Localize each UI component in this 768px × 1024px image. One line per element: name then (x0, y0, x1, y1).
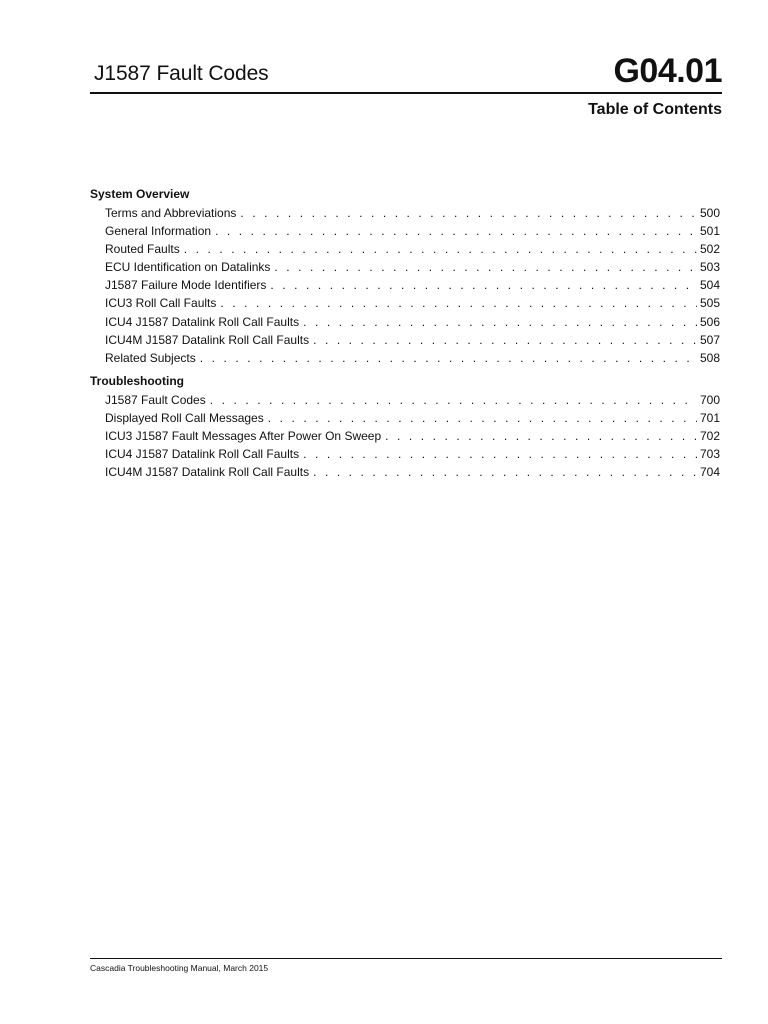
toc-entry[interactable] (90, 463, 722, 481)
entry-page-number: 701 (699, 410, 720, 425)
entry-label: Routed Faults (105, 242, 180, 257)
entry-page-number: 703 (699, 447, 720, 462)
entry-label: Terms and Abbreviations (105, 206, 237, 220)
entry-page-number: 504 (699, 278, 720, 293)
header-rule (90, 92, 722, 94)
toc-heading: Table of Contents (588, 101, 722, 118)
entry-label: ICU3 J1587 Fault Messages After Power On Sweep (105, 429, 382, 444)
entry-label: J1587 Fault Codes (105, 392, 206, 407)
entry-label: J1587 Failure Mode Identifiers (105, 278, 267, 293)
toc-entry[interactable] (90, 313, 722, 331)
toc-entry[interactable] (90, 409, 722, 427)
toc-entry[interactable] (90, 427, 722, 445)
table-of-contents (90, 186, 722, 487)
entry-page-number: 505 (699, 296, 720, 311)
toc-entry[interactable] (90, 349, 722, 367)
entry-label: ECU Identification on Datalinks (105, 260, 271, 275)
section-heading: System Overview (90, 187, 190, 201)
entry-label: ICU3 Roll Call Faults (105, 296, 217, 311)
toc-section-system-overview (90, 186, 722, 367)
toc-entry[interactable] (90, 391, 722, 409)
dot-leader (385, 427, 697, 445)
entry-page-number: 502 (699, 242, 720, 257)
entry-page-number: 704 (699, 465, 720, 480)
dot-leader (313, 331, 697, 349)
entry-label: ICU4 J1587 Datalink Roll Call Faults (105, 447, 300, 462)
dot-leader (268, 409, 697, 427)
entry-page-number: 501 (699, 224, 720, 239)
toc-entry[interactable] (90, 240, 722, 258)
dot-leader (184, 240, 697, 258)
dot-leader (270, 276, 697, 294)
dot-leader (313, 463, 697, 481)
entry-label: General Information (105, 224, 212, 239)
dot-leader (220, 294, 697, 312)
dot-leader (210, 391, 697, 409)
toc-entry[interactable] (90, 294, 722, 312)
dot-leader (274, 258, 697, 276)
toc-entry[interactable] (90, 445, 722, 463)
entry-label: Related Subjects (105, 350, 196, 365)
entry-label: Displayed Roll Call Messages (105, 410, 264, 425)
document-title: J1587 Fault Codes (94, 62, 269, 85)
toc-entry[interactable] (90, 204, 722, 222)
entry-page-number: 503 (699, 260, 720, 275)
entry-page-number: 700 (699, 392, 720, 407)
dot-leader (303, 445, 697, 463)
entry-label: ICU4 J1587 Datalink Roll Call Faults (105, 314, 300, 329)
dot-leader (240, 204, 697, 222)
dot-leader (215, 222, 697, 240)
dot-leader (200, 349, 697, 367)
entry-page-number: 702 (699, 429, 720, 444)
entry-label: ICU4M J1587 Datalink Roll Call Faults (105, 465, 310, 480)
entry-page-number: 507 (699, 332, 720, 347)
toc-entry[interactable] (90, 331, 722, 349)
toc-entry[interactable] (90, 222, 722, 240)
section-code: G04.01 (613, 52, 722, 90)
entry-page-number: 508 (699, 350, 720, 365)
entry-label: ICU4M J1587 Datalink Roll Call Faults (105, 332, 310, 347)
toc-entry[interactable] (90, 276, 722, 294)
dot-leader (303, 313, 697, 331)
toc-section-troubleshooting (90, 373, 722, 481)
footer-rule (90, 958, 722, 959)
entry-page-number: 506 (699, 314, 720, 329)
toc-entry[interactable] (90, 258, 722, 276)
entry-page-number: 500 (699, 206, 720, 220)
section-heading: Troubleshooting (90, 373, 184, 388)
footer-text: Cascadia Troubleshooting Manual, March 2015 (90, 963, 269, 973)
